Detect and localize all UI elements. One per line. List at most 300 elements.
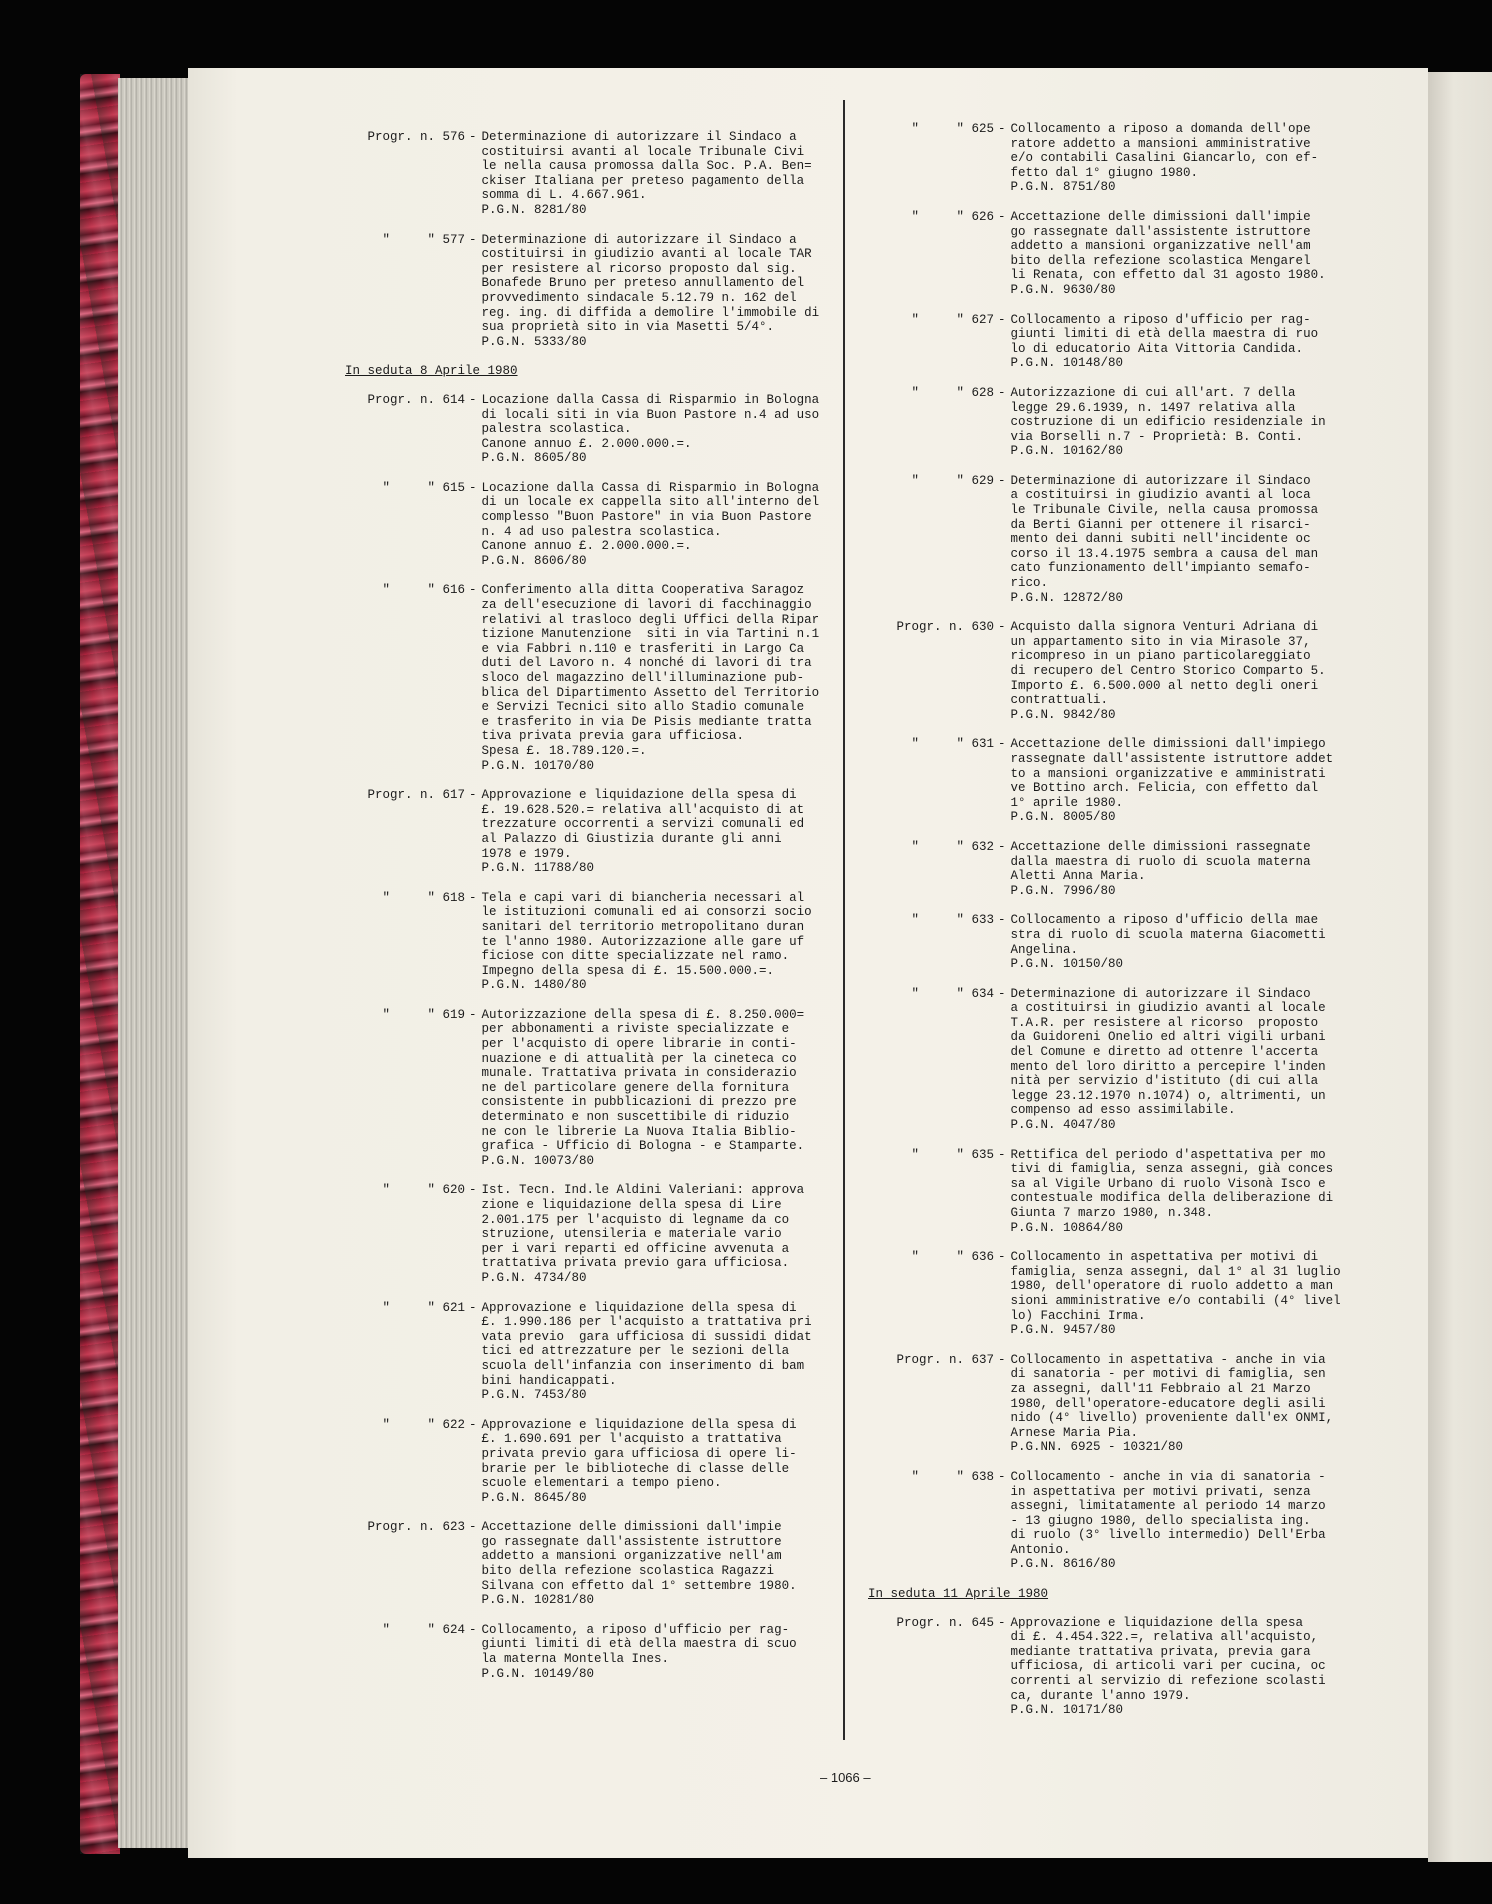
entry-line: Tela e capi vari di biancheria necessari al [481,890,805,905]
resolution-entry: Progr. n. 617 - Approvazione e liquidazione della spesa di £. 19.628.520.= relativa all'acquisto di at trezzature occorrenti a servizi comunali ed al Palazzo di Giustizia durante gli anni 1978 e 1979. P.G.N. 11788/80 [345,788,815,876]
entry-line: £. 1.690.691 per l'acquisto a trattativa [481,1432,782,1447]
page-number: – 1066 – [820,1770,871,1785]
entry-line: sua proprietà sito in via Masetti 5/4°. [481,320,775,335]
resolution-entry: " " 577 - Determinazione di autorizzare il Sindaco a costituirsi in giudizio avanti al locale TAR per resistere al ricorso proposto dal sig. Bonafede Bruno per preteso annullamento del provvedimento sindacale 5.12.79 n. 162 del reg. ing. di diffida a demolire l'immobile di sua proprietà sito in via Masetti 5/4°. P.G.N. 5333/80 [345,233,815,350]
entry-prefix [345,1008,465,1169]
entry-text [482,1301,815,1403]
entry-line: un appartamento sito in via Mirasole 37, [1010,634,1311,649]
entry-number: 634 [971,986,994,1001]
entry-line: provvedimento sindacale 5.12.79 n. 162 del [481,290,797,305]
entry-line: 1° aprile 1980. [1010,795,1124,810]
entry-text [482,233,820,350]
resolution-entry: " " 616 - Conferimento alla ditta Cooperativa Saragoz za dell'esecuzione di lavori di facchinaggio relativi al trasloco degli Uffici della Ripar tizione Manutenzione siti in via Tartini n.1 e via Fabbri n.110 e trasferiti in Largo Ca duti del Lavoro n. 4 nonché di lavori di tra sloco del magazzino dell'illuminazione pub- blica del Dipartimento Assetto del Territorio e Servizi Tecnici sito allo Stadio comunale e trasferito in via De Pisis mediante tratta tiva privata previa gara ufficiosa. Spesa £. 18.789.120.=. P.G.N. 10170/80 [345,583,815,773]
entry-line: da Berti Gianni per ottenere il risarci- [1010,517,1311,532]
entry-number: 620 [442,1183,465,1198]
entry-line: Locazione dalla Cassa di Risparmio in Bologna [481,392,820,407]
entry-line: Spesa £. 18.789.120.=. [481,743,647,758]
entry-line: trattativa privata previo gara ufficiosa. [481,1256,790,1271]
entry-line: stra di ruolo di scuola materna Giacometti [1010,927,1326,942]
entry-text [1011,313,1319,371]
entry-line: Aletti Anna Maria. [1010,869,1146,884]
entry-number: 632 [971,839,994,854]
entry-line: Collocamento a riposo d'ufficio per rag- [1010,312,1311,327]
entry-line: Accettazione delle dimissioni rassegnate [1010,839,1311,854]
entry-line: li Renata, con effetto dal 31 agosto 1980. [1010,268,1326,283]
entry-line: giunti limiti di età della maestra di scuo [481,1637,797,1652]
entry-label: " " [911,122,964,136]
entry-prefix [868,840,994,898]
entry-line: duti del Lavoro n. 4 nonché di lavori di tra [481,656,812,671]
entry-line: P.G.N. 10162/80 [1010,444,1124,459]
entry-prefix [345,1418,465,1506]
entry-label: " " [911,1250,964,1265]
entry-number: 617 [442,788,465,803]
entry-line: del Comune e diretto ad ottenre l'accerta [1010,1045,1319,1060]
entry-line: n. 4 ad uso palestra scolastica. [481,524,722,539]
entry-number: 633 [971,913,994,928]
entry-label: " " [382,1622,435,1637]
entry-line: P.G.N. 10150/80 [1010,957,1124,972]
entry-prefix [868,1353,994,1455]
entry-line: zione e liquidazione della spesa di Lire [481,1198,782,1212]
entry-line: P.G.N. 10864/80 [1010,1220,1124,1235]
entry-prefix [345,788,465,876]
entry-line: - 13 giugno 1980, dello specialista ing. [1010,1513,1311,1528]
entry-text [482,130,815,218]
entry-line: Silvana con effetto dal 1° settembre 1980. [481,1578,797,1593]
entry-line: costruzione di un edificio residenziale in [1010,415,1326,430]
entry-line: giunti limiti di età della maestra di ruo [1010,327,1319,342]
entry-label: Progr. n. [367,130,435,144]
entry-text [1011,1250,1341,1338]
entry-line: cato funzionamento dell'impianto semafo- [1010,561,1311,576]
entry-prefix [345,1623,465,1681]
entry-line: le nella causa promossa dalla Soc. P.A. Ben= [481,159,812,174]
right-column [868,122,1341,1733]
entry-line: Collocamento a riposo a domanda dell'ope [1010,122,1311,136]
entry-line: P.G.N. 10171/80 [1010,1703,1124,1718]
entry-number: 623 [442,1520,465,1535]
entry-label: " " [911,209,964,224]
entry-prefix [868,1148,994,1236]
entry-line: di ruolo (3° livello intermedio) Dell'Erba [1010,1528,1326,1543]
entry-label: " " [911,312,964,327]
entry-number: 625 [971,122,994,136]
entry-line: a costituirsi in giudizio avanti al loca [1010,488,1311,503]
entry-number: 621 [442,1300,465,1315]
entry-line: Determinazione di autorizzare il Sindaco [1010,473,1311,488]
entry-line: P.G.N. 7996/80 [1010,883,1116,898]
entry-prefix [345,1183,465,1285]
entry-prefix [345,891,465,993]
entry-line: rico. [1010,576,1049,591]
entry-prefix [345,130,465,218]
entry-line: P.G.N. 8606/80 [481,553,587,568]
entry-line: legge 29.6.1939, n. 1497 relativa alla [1010,400,1296,415]
entry-line: Accettazione delle dimissioni dall'impiego [1010,737,1326,752]
entry-line: P.G.NN. 6925 - 10321/80 [1010,1440,1184,1455]
entry-line: Collocamento - anche in via di sanatoria - [1010,1469,1326,1484]
entry-line: bito della refezione scolastica Ragazzi [481,1564,775,1579]
entry-label: " " [382,890,435,905]
entry-label: " " [382,1007,435,1022]
entry-line: struzione, utensileria e materiale vario [481,1227,782,1242]
entry-line: ne del particolare genere della fornitura [481,1080,790,1095]
entry-line: Collocamento in aspettativa - anche in via [1010,1352,1326,1367]
entry-line: scuola dell'infanzia con inserimento di bam [481,1358,805,1373]
entry-text [482,393,820,466]
resolution-entry: Progr. n. 637 - Collocamento in aspettativa - anche in via di sanatoria - per motivi di famiglia, sen za assegni, dall'11 Febbraio al 21 Marzo 1980, dell'operatore-educatore degli asili nido (4° livello) proveniente dall'ex ONMI, Arnese Maria Pia. P.G.NN. 6925 - 10321/80 [868,1353,1313,1455]
entry-line: za assegni, dall'11 Febbraio al 21 Marzo [1010,1381,1311,1396]
resolution-entry: " " 621 - Approvazione e liquidazione della spesa di £. 1.990.186 per l'acquisto a trattativa pri vata previo gara ufficiosa di sussidi didat tici ed attrezzature per le sezioni della scuola dell'infanzia con inserimento di bam bini handicappati. P.G.N. 7453/80 [345,1301,815,1403]
entry-line: privata previo gara ufficiosa di opere li- [481,1446,797,1461]
resolution-entry: " " 625 - Collocamento a riposo a domanda dell'ope ratore addetto a mansioni amministrative e/o contabili Casalini Giancarlo, con ef- fetto dal 1° giugno 1980. P.G.N. 8751/80 [868,122,1313,195]
entry-number: 635 [971,1147,994,1162]
entry-text [482,891,815,993]
entry-line: Canone annuo £. 2.000.000.=. [481,436,692,451]
entry-text [482,1183,815,1285]
entry-prefix [868,620,994,722]
resolution-entry: " " 631 - Accettazione delle dimissioni dall'impiego rassegnate dall'assistente istruttore addet to a mansioni organizzative e amministrati ve Bottino arch. Felicia, con effetto dal 1° aprile 1980. P.G.N. 8005/80 [868,737,1313,825]
entry-line: Locazione dalla Cassa di Risparmio in Bologna [481,480,820,495]
entry-label: " " [382,480,435,495]
entry-line: P.G.N. 10073/80 [481,1153,595,1168]
entry-line: Determinazione di autorizzare il Sindaco [1010,986,1311,1001]
entry-line: Importo £. 6.500.000 al netto degli oneri [1010,678,1319,693]
entry-line: tici ed attrezzature per le sezioni della [481,1344,790,1359]
entry-line: in aspettativa per motivi privati, senza [1010,1484,1311,1499]
entry-line: Approvazione e liquidazione della spesa di [481,1300,797,1315]
entry-line: T.A.R. per resistere al ricorso proposto [1010,1015,1319,1030]
entry-label: Progr. n. [367,788,435,803]
entry-number: 638 [971,1469,994,1484]
entry-prefix [345,583,465,773]
entry-line: Acquisto dalla signora Venturi Adriana di [1010,620,1319,635]
entry-prefix [345,393,465,466]
entry-line: lo) Facchini Irma. [1010,1308,1146,1323]
resolution-entry: " " 636 - Collocamento in aspettativa per motivi di famiglia, senza assegni, dal 1° al 31 luglio 1980, dell'operatore di ruolo addetto a man sioni amministrative e/o contabili (4° livel lo) Facchini Irma. P.G.N. 9457/80 [868,1250,1313,1338]
entry-line: Antonio. [1010,1542,1071,1557]
entry-line: di £. 4.454.322.=, relativa all'acquisto, [1010,1630,1319,1645]
entry-prefix [868,1250,994,1338]
entry-line: e trasferito in via De Pisis mediante tratta [481,714,812,729]
entry-text [482,583,820,773]
entry-line: somma di L. 4.667.961. [481,188,647,203]
facing-page-edge [1428,72,1492,1862]
session-heading: In seduta 8 Aprile 1980 [345,364,518,379]
entry-text [1011,1616,1326,1718]
entry-line: P.G.N. 8281/80 [481,202,587,217]
entry-label: " " [911,385,964,400]
entry-line: ricompreso in un piano particolareggiato [1010,649,1311,664]
entry-line: Approvazione e liquidazione della spesa di [481,788,797,803]
entry-line: di locali siti in via Buon Pastore n.4 ad uso [481,407,820,422]
entry-line: scuole elementari a tempo pieno. [481,1476,722,1491]
entry-prefix [868,386,994,459]
resolution-entry: " " 615 - Locazione dalla Cassa di Risparmio in Bologna di un locale ex cappella sito all'interno del complesso "Buon Pastore" in via Buon Pastore n. 4 ad uso palestra scolastica. Canone annuo £. 2.000.000.=. P.G.N. 8606/80 [345,481,815,569]
left-column [345,130,820,1696]
entry-text [1011,987,1326,1133]
entry-line: mento dei danni subiti nell'incidente oc [1010,532,1311,547]
resolution-entry: Progr. n. 645 - Approvazione e liquidazione della spesa di £. 4.454.322.=, relativa all'acquisto, mediante trattativa privata, previa gara ufficiosa, di articoli vari per cucina, oc correnti al servizio di refezione scolasti ca, durante l'anno 1979. P.G.N. 10171/80 [868,1616,1313,1718]
entry-prefix [868,122,994,195]
entry-line: mediante trattativa privata, previa gara [1010,1644,1311,1659]
entry-line: P.G.N. 8751/80 [1010,180,1116,195]
entry-line: e/o contabili Casalini Giancarlo, con ef- [1010,151,1319,166]
entry-line: Arnese Maria Pia. [1010,1425,1139,1440]
entry-line: lo di educatorio Aita Vittoria Candida. [1010,341,1304,356]
entry-line: brarie per le biblioteche di classe delle [481,1461,790,1476]
entry-line: P.G.N. 8005/80 [1010,810,1116,825]
entry-label: " " [911,913,964,928]
entry-line: di un locale ex cappella sito all'interno del [481,495,820,510]
entry-text [482,481,820,569]
entry-line: Approvazione e liquidazione della spesa di [481,1417,797,1432]
entry-text [1011,1148,1334,1236]
entry-prefix [868,474,994,605]
entry-number: 577 [442,232,465,247]
entry-line: P.G.N. 1480/80 [481,978,587,993]
entry-line: sloco del magazzino dell'illuminazione pub- [481,671,805,685]
entry-number: 631 [971,737,994,752]
entry-line: Rettifica del periodo d'aspettativa per mo [1010,1147,1326,1162]
entry-line: rassegnate dall'assistente istruttore addet [1010,751,1334,766]
marbled-book-edge [80,74,120,1854]
entry-text [1011,1470,1326,1572]
entry-line: P.G.N. 10281/80 [481,1593,595,1608]
resolution-entry: " " 628 - Autorizzazione di cui all'art. 7 della legge 29.6.1939, n. 1497 relativa alla costruzione di un edificio residenziale in via Borselli n.7 - Proprietà: B. Conti. P.G.N. 10162/80 [868,386,1313,459]
entry-line: vata previo gara ufficiosa di sussidi didat [481,1329,812,1344]
entry-line: reg. ing. di diffida a demolire l'immobile di [481,305,820,320]
page-edges [118,78,190,1848]
entry-line: Giunta 7 marzo 1980, n.348. [1010,1206,1214,1220]
session-heading: In seduta 11 Aprile 1980 [868,1587,1049,1602]
entry-prefix [868,210,994,298]
entry-text [482,1418,815,1506]
entry-line: determinato e non suscettibile di riduzio [481,1110,790,1125]
entry-line: £. 1.990.186 per l'acquisto a trattativa pri [481,1315,812,1330]
entry-line: per i vari reparti ed officine avvenuta a [481,1241,790,1256]
resolution-entry: " " 620 - Ist. Tecn. Ind.le Aldini Valeriani: approva zione e liquidazione della spesa di Lire 2.001.175 per l'acquisto di legname da co struzione, utensileria e materiale vario per i vari reparti ed officine avvenuta a trattativa privata previo gara ufficiosa. P.G.N. 4734/80 [345,1183,815,1285]
entry-line: la materna Montella Ines. [481,1652,670,1667]
resolution-entry: " " 632 - Accettazione delle dimissioni rassegnate dalla maestra di ruolo di scuola materna Aletti Anna Maria. P.G.N. 7996/80 [868,840,1313,898]
entry-line: Autorizzazione della spesa di £. 8.250.000= [481,1007,805,1022]
entry-text [1011,913,1326,971]
entry-line: consistente in pubblicazioni di prezzo pre [481,1095,797,1110]
column-divider [843,100,845,1740]
entry-line: P.G.N. 8605/80 [481,451,587,466]
entry-line: e via Fabbri n.110 e trasferiti in Largo Ca [481,641,805,656]
entry-label: " " [911,839,964,854]
entry-line: famiglia, senza assegni, dal 1° al 31 luglio [1010,1264,1341,1279]
entry-line: 1980, dell'operatore di ruolo addetto a man [1010,1279,1334,1294]
entry-line: ca, durante l'anno 1979. [1010,1688,1191,1703]
entry-line: blica del Dipartimento Assetto del Territorio [481,685,820,700]
entry-line: 1978 e 1979. [481,846,572,861]
entry-label: " " [911,1147,964,1162]
entry-line: Canone annuo £. 2.000.000.=. [481,539,692,554]
entry-number: 627 [971,312,994,327]
entry-line: nido (4° livello) proveniente dall'ex ONMI, [1010,1411,1334,1426]
resolution-entry: " " 618 - Tela e capi vari di biancheria necessari al le istituzioni comunali ed ai consorzi socio sanitari del territorio metropolitano duran te l'anno 1980. Autorizzazione alle gare uf ficiose con ditte specializzate nel ramo. Impegno della spesa di £. 15.500.000.=. P.G.N. 1480/80 [345,891,815,993]
entry-line: P.G.N. 10149/80 [481,1666,595,1681]
entry-line: Autorizzazione di cui all'art. 7 della [1010,385,1296,400]
entry-number: 619 [442,1007,465,1022]
entry-line: palestra scolastica. [481,422,632,437]
entry-line: tivi di famiglia, senza assegni, già conces [1010,1162,1334,1177]
entry-line: Impegno della spesa di £. 15.500.000.=. [481,963,775,978]
entry-line: legge 23.12.1970 n.1074) o, altrimenti, un [1010,1088,1326,1103]
entry-line: a costituirsi in giudizio avanti al locale [1010,1001,1326,1016]
entry-line: P.G.N. 7453/80 [481,1388,587,1403]
resolution-entry: " " 634 - Determinazione di autorizzare il Sindaco a costituirsi in giudizio avanti al locale T.A.R. per resistere al ricorso proposto da Guidoreni Onelio ed altri vigili urbani del Comune e diretto ad ottenre l'accerta mento del loro diritto a percepire l'inden nità per servizio d'istituto (di cui alla legge 23.12.1970 n.1074) o, altrimenti, un compenso ad esso assimilabile. P.G.N. 4047/80 [868,987,1313,1133]
entry-line: P.G.N. 9842/80 [1010,707,1116,722]
entry-line: 1980, dell'operatore-educatore degli asili [1010,1396,1326,1411]
entry-line: Collocamento a riposo d'ufficio della mae [1010,913,1319,928]
entry-line: Ist. Tecn. Ind.le Aldini Valeriani: approva [481,1183,805,1198]
entry-text [1011,210,1326,298]
entry-line: le Tribunale Civile, nella causa promossa [1010,503,1319,518]
entry-line: compenso ad esso assimilabile. [1010,1103,1236,1118]
entry-text [482,1623,815,1681]
entry-line: le istituzioni comunali ed ai consorzi socio [481,905,812,920]
entry-line: P.G.N. 4047/80 [1010,1118,1116,1133]
entry-line: assegni, limitatamente al periodo 14 marzo [1010,1499,1326,1514]
entry-line: ckiser Italiana per preteso pagamento della [481,173,805,188]
entry-line: Collocamento, a riposo d'ufficio per rag- [481,1622,790,1637]
entry-line: per l'acquisto di opere librarie in conti- [481,1037,797,1052]
entry-line: e Servizi Tecnici sito allo Stadio comunale [481,700,805,715]
resolution-entry: " " 619 - Autorizzazione della spesa di £. 8.250.000= per abbonamenti a riviste specializzate e per l'acquisto di opere librarie in conti- nuazione e di attualità per la cineteca co munale. Trattativa privata in considerazio ne del particolare genere della fornitura consistente in pubblicazioni di prezzo pre determinato e non suscettibile di riduzio ne con le librerie La Nuova Italia Biblio- grafica - Ufficio di Bologna - e Stamparte. P.G.N. 10073/80 [345,1008,815,1169]
resolution-entry: " " 635 - Rettifica del periodo d'aspettativa per mo tivi di famiglia, senza assegni, già conces sa al Vigile Urbano di ruolo Visonà Isco e contestuale modifica della deliberazione di Giunta 7 marzo 1980, n.348. P.G.N. 10864/80 [868,1148,1313,1236]
entry-line: ufficiosa, di articoli vari per cucina, oc [1010,1659,1326,1674]
entry-line: to a mansioni organizzative e amministrati [1010,766,1326,781]
entry-text [1011,840,1313,898]
entry-line: P.G.N. 11788/80 [481,861,595,876]
resolution-entry: " " 626 - Accettazione delle dimissioni dall'impie go rassegnate dall'assistente istruttore addetto a mansioni organizzative nell'am bito della refezione scolastica Mengarel li Renata, con effetto dal 31 agosto 1980. P.G.N. 9630/80 [868,210,1313,298]
entry-text [1011,474,1319,605]
entry-line: Determinazione di autorizzare il Sindaco a [481,130,797,144]
entry-line: addetto a mansioni organizzative nell'am [481,1549,782,1564]
entry-line: P.G.N. 8616/80 [1010,1557,1116,1572]
entry-line: sioni amministrative e/o contabili (4° livel [1010,1293,1341,1308]
entry-prefix [868,1616,994,1718]
entry-label: " " [911,737,964,752]
entry-line: Conferimento alla ditta Cooperativa Saragoz [481,583,805,598]
entry-number: 618 [442,890,465,905]
entry-line: per resistere al ricorso proposto dal sig. [481,261,797,276]
entry-line: al Palazzo di Giustizia durante gli anni [481,831,782,846]
entry-number: 636 [971,1250,994,1265]
entry-line: tiva privata previa gara ufficiosa. [481,729,745,744]
entry-line: sanitari del territorio metropolitano duran [481,919,805,934]
entry-line: munale. Trattativa privata in considerazio [481,1066,797,1081]
entry-line: corso il 13.4.1975 sembra a causa del man [1010,546,1319,561]
entry-line: £. 19.628.520.= relativa all'acquisto di at [481,802,805,817]
entry-line: nità per servizio d'istituto (di cui alla [1010,1074,1319,1089]
entry-line: addetto a mansioni organizzative nell'am [1010,239,1311,254]
entry-line: correnti al servizio di refezione scolasti [1010,1674,1326,1689]
entry-line: tizione Manutenzione siti in via Tartini n.1 [481,627,820,642]
entry-line: relativi al trasloco degli Uffici della Ripar [481,612,820,627]
resolution-entry: " " 627 - Collocamento a riposo d'ufficio per rag- giunti limiti di età della maestra di ruo lo di educatorio Aita Vittoria Candida. P.G.N. 10148/80 [868,313,1313,371]
entry-line: P.G.N. 5333/80 [481,334,587,349]
entry-prefix [868,313,994,371]
entry-prefix [868,1470,994,1572]
entry-line: Accettazione delle dimissioni dall'impie [1010,209,1311,224]
entry-text [1011,620,1326,722]
entry-text [482,1008,815,1169]
entry-line: P.G.N. 10170/80 [481,758,595,773]
entry-number: 576 [442,130,465,144]
entry-prefix [345,481,465,569]
entry-label: " " [382,1183,435,1198]
entry-line: grafica - Ufficio di Bologna - e Stamparte. [481,1139,805,1154]
entry-line: Collocamento in aspettativa per motivi di [1010,1250,1319,1265]
entry-line: Approvazione e liquidazione della spesa [1010,1615,1304,1630]
resolution-entry: Progr. n. 576 - Determinazione di autorizzare il Sindaco a costituirsi avanti al locale Tribunale Civi le nella causa promossa dalla Soc. P.A. Ben= ckiser Italiana per preteso pagamento della somma di L. 4.667.961. P.G.N. 8281/80 [345,130,815,218]
entry-line: bito della refezione scolastica Mengarel [1010,253,1311,268]
entry-line: nuazione e di attualità per la cineteca co [481,1051,797,1066]
entry-line: Bonafede Bruno per preteso annullamento del [481,276,805,291]
entry-line: da Guidoreni Onelio ed altri vigili urbani [1010,1030,1326,1045]
entry-number: 628 [971,385,994,400]
entry-text [482,788,815,876]
entry-line: contestuale modifica della deliberazione di [1010,1191,1334,1206]
entry-label: Progr. n. [896,620,964,635]
entry-line: di recupero del Centro Storico Comparto 5. [1010,664,1326,678]
entry-label: Progr. n. [896,1615,964,1630]
entry-line: P.G.N. 8645/80 [481,1490,587,1505]
entry-label: Progr. n. [896,1352,964,1367]
entry-text [1011,122,1319,195]
entry-label: Progr. n. [367,392,435,407]
entry-text [482,1520,815,1608]
entry-line: complesso "Buon Pastore" in via Buon Pastore [481,510,812,525]
entry-number: 637 [971,1352,994,1367]
entry-line: Accettazione delle dimissioni dall'impie [481,1520,782,1535]
entry-text [1011,737,1334,825]
entry-line: 2.001.175 per l'acquisto di legname da co [481,1212,790,1227]
entry-line: bini handicappati. [481,1373,617,1388]
entry-prefix [345,1520,465,1608]
entry-number: 629 [971,473,994,488]
entry-number: 645 [971,1615,994,1630]
entry-number: 626 [971,209,994,224]
entry-line: ve Bottino arch. Felicia, con effetto dal [1010,781,1319,796]
entry-line: P.G.N. 4734/80 [481,1270,587,1285]
entry-line: za dell'esecuzione di lavori di facchinaggio [481,598,812,613]
entry-line: sa al Vigile Urbano di ruolo Visonà Isco e [1010,1176,1326,1191]
entry-line: costituirsi in giudizio avanti al locale TAR [481,247,812,262]
entry-line: contrattuali. [1010,693,1109,708]
resolution-entry: " " 638 - Collocamento - anche in via di sanatoria - in aspettativa per motivi privati, senza assegni, limitatamente al periodo 14 marzo - 13 giugno 1980, dello specialista ing. di ruolo (3° livello intermedio) Dell'Erba Antonio. P.G.N. 8616/80 [868,1470,1313,1572]
entry-prefix [345,1301,465,1403]
entry-line: Angelina. [1010,942,1079,957]
entry-label: " " [382,1300,435,1315]
resolution-entry: Progr. n. 630 - Acquisto dalla signora Venturi Adriana di un appartamento sito in via Mirasole 37, ricompreso in un piano particolareggiato di recupero del Centro Storico Comparto 5. Importo £. 6.500.000 al netto degli oneri contrattuali. P.G.N. 9842/80 [868,620,1313,722]
entry-line: mento del loro diritto a percepire l'inden [1010,1059,1326,1074]
entry-line: dalla maestra di ruolo di scuola materna [1010,854,1311,869]
resolution-entry: " " 629 - Determinazione di autorizzare il Sindaco a costituirsi in giudizio avanti al loca le Tribunale Civile, nella causa promossa da Berti Gianni per ottenere il risarci- mento dei danni subiti nell'incidente oc corso il 13.4.1975 sembra a causa del man cato funzionamento dell'impianto semafo- rico. P.G.N. 12872/80 [868,474,1313,605]
entry-label: " " [382,232,435,247]
entry-number: 614 [442,392,465,407]
entry-line: per abbonamenti a riviste specializzate e [481,1022,790,1037]
entry-line: ratore addetto a mansioni amministrative [1010,136,1311,151]
entry-line: Determinazione di autorizzare il Sindaco a [481,232,797,247]
entry-prefix [868,987,994,1133]
entry-number: 624 [442,1622,465,1637]
